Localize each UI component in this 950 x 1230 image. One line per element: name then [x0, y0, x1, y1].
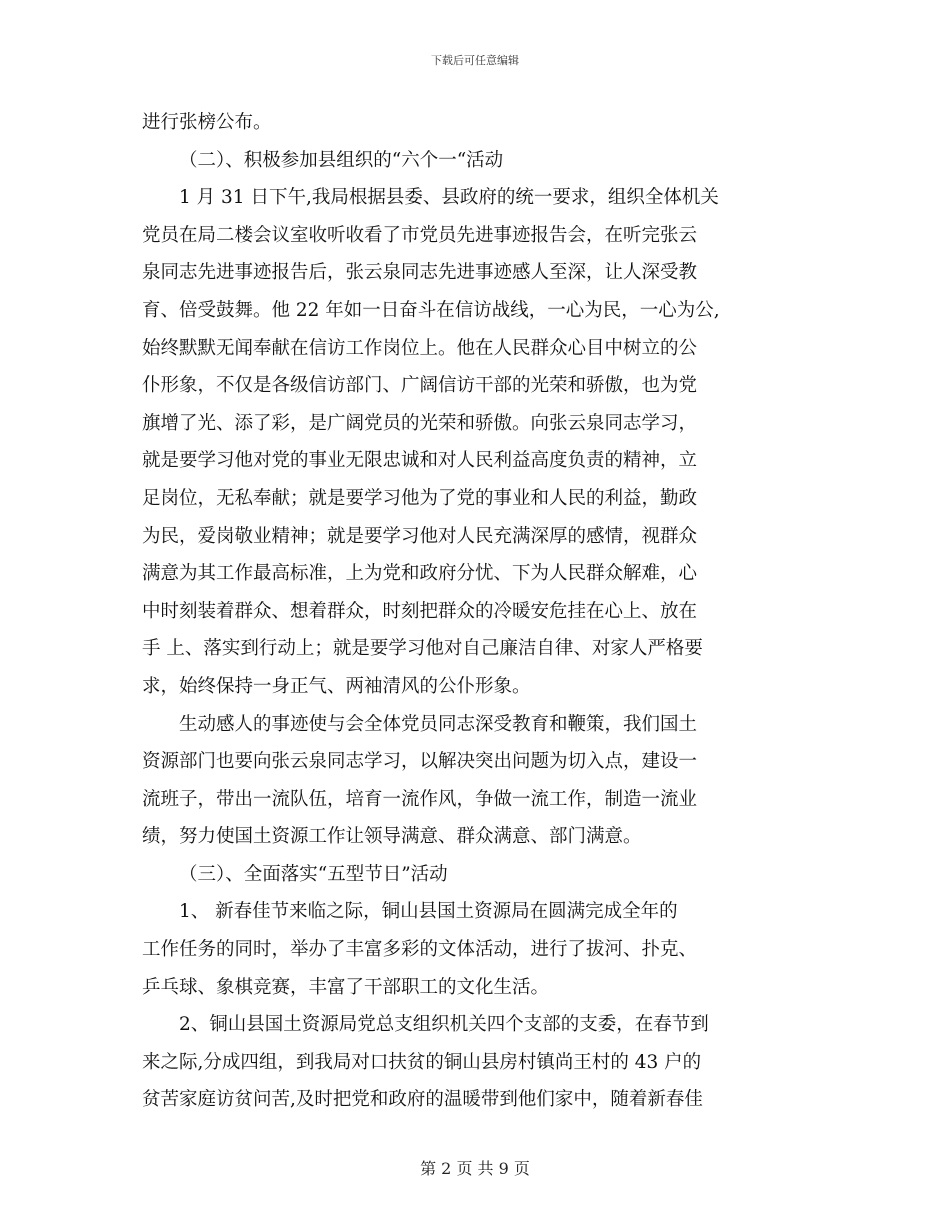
document-body: [142, 104, 814, 1119]
page-footer: 第 2 页 共 9 页: [420, 1159, 530, 1178]
text-line: 工作任务的同时，举办了丰富多彩的文体活动，进行了拔河、扑克、: [142, 939, 698, 961]
text-line: 旗增了光、添了彩，是广阔党员的光荣和骄傲。向张云泉同志学习，: [142, 412, 698, 434]
text-line: 1、 新春佳节来临之际，铜山县国土资源局在圆满完成全年的: [179, 901, 678, 923]
text-line: 为民，爱岗敬业精神；就是要学习他对人民充满深厚的感情，视群众: [142, 525, 698, 547]
text-line: 党员在局二楼会议室收听收看了市党员先进事迹报告会，在听完张云: [142, 224, 698, 246]
text-line: 满意为其工作最高标准，上为党和政府分忧、下为人民群众解难，心: [142, 563, 698, 585]
text-line: 乒乓球、象棋竞赛，丰富了干部职工的文化生活。: [142, 976, 550, 998]
text-line: 资源部门也要向张云泉同志学习，以解决突出问题为切入点，建设一: [142, 751, 698, 773]
text-line: 来之际,分成四组，到我局对口扶贫的铜山县房村镇尚王村的 43 户的: [142, 1051, 702, 1073]
text-line: 求，始终保持一身正气、两袖清风的公仆形象。: [142, 675, 531, 697]
text-line: 泉同志先进事迹报告后，张云泉同志先进事迹感人至深，让人深受教: [142, 262, 698, 284]
text-line: 仆形象，不仅是各级信访部门、广阔信访干部的光荣和骄傲，也为党: [142, 375, 698, 397]
text-line: 生动感人的事迹使与会全体党员同志深受教育和鞭策，我们国土: [179, 713, 698, 735]
text-line: 足岗位，无私奉献；就是要学习他为了党的事业和人民的利益，勤政: [142, 487, 698, 509]
text-line: 中时刻装着群众、想着群众，时刻把群众的冷暖安危挂在心上、放在: [142, 600, 698, 622]
text-line: 贫苦家庭访贫问苦,及时把党和政府的温暖带到他们家中，随着新春佳: [142, 1089, 703, 1111]
text-line: 1 月 31 日下午,我局根据县委、县政府的统一要求，组织全体机关: [179, 187, 719, 209]
text-line: 绩，努力使国土资源工作让领导满意、群众满意、部门满意。: [142, 826, 642, 848]
text-line: 2、铜山县国土资源局党总支组织机关四个支部的支委，在春节到: [179, 1014, 709, 1036]
text-line: （三）、全面落实“五型节日”活动: [179, 863, 448, 885]
text-line: 始终默默无闻奉献在信访工作岗位上。他在人民群众心目中树立的公: [142, 337, 698, 359]
text-line: 就是要学习他对党的事业无限忠诚和对人民利益高度负责的精神，立: [142, 450, 698, 472]
text-line: 流班子，带出一流队伍，培育一流作风，争做一流工作，制造一流业: [142, 788, 698, 810]
text-line: 手 上、落实到行动上；就是要学习他对自己廉洁自律、对家人严格要: [142, 638, 703, 660]
page-header: 下载后可任意编辑: [431, 54, 519, 67]
text-line: 育、倍受鼓舞。他 22 年如一日奋斗在信访战线，一心为民，一心为公,: [142, 299, 720, 321]
text-line: （二）、积极参加县组织的“六个一“活动: [179, 149, 504, 171]
text-line: 进行张榜公布。: [142, 112, 272, 133]
